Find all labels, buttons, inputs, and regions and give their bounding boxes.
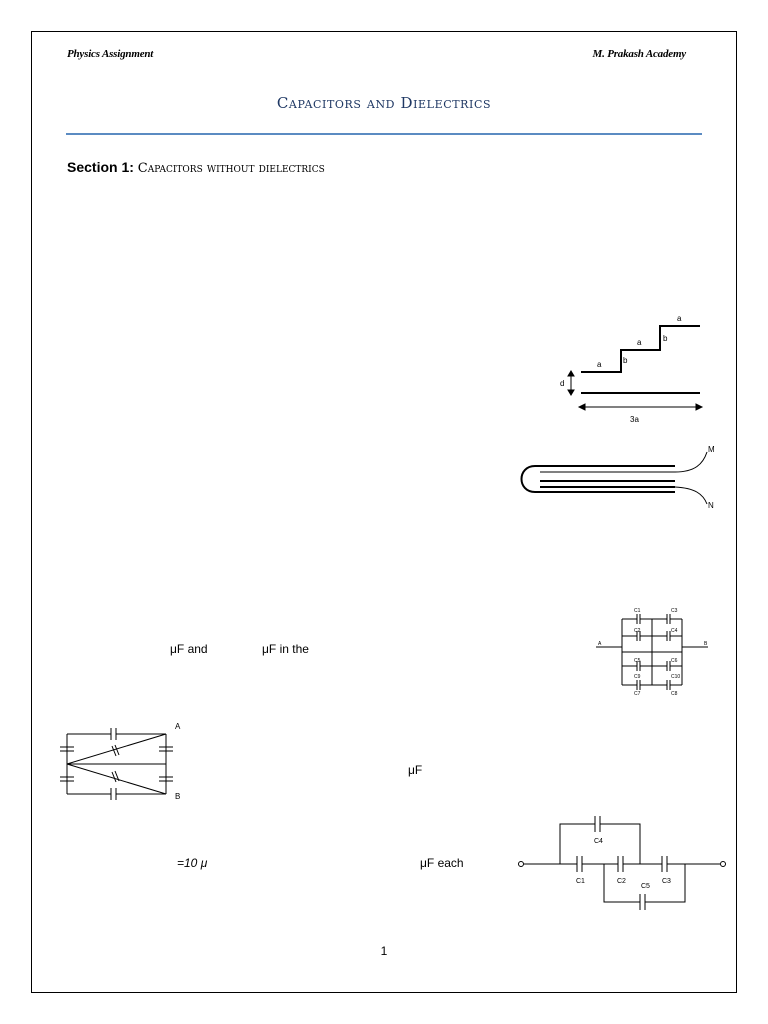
- chain-label-c3: C3: [662, 878, 671, 885]
- chain-label-c5: C5: [641, 883, 650, 890]
- plate-label-m: M: [708, 445, 715, 454]
- plate-label-n: N: [708, 501, 714, 510]
- capacitor-network-figure: [56, 720, 186, 805]
- page-number: 1: [380, 944, 388, 958]
- step-label-3a: 3a: [630, 415, 639, 424]
- grid-label-c9: C9: [634, 674, 641, 680]
- step-label-b2: b: [663, 334, 668, 343]
- folded-plates-figure: [515, 440, 725, 515]
- capacitor-chain-figure: [516, 810, 728, 915]
- section-label: Section 1:: [67, 159, 134, 175]
- chain-label-c1: C1: [576, 878, 585, 885]
- network-label-a: A: [175, 722, 181, 731]
- step-label-a3: a: [677, 314, 682, 323]
- header-right: M. Prakash Academy: [592, 48, 686, 60]
- section-heading: [67, 159, 325, 176]
- fragment-uf-in-the: μF in the: [262, 642, 309, 656]
- chain-label-c2: C2: [617, 878, 626, 885]
- step-label-a1: a: [597, 360, 602, 369]
- grid-label-c7: C7: [634, 691, 641, 697]
- fragment-uf-each: μF each: [420, 856, 464, 870]
- step-label-b1: b: [623, 356, 628, 365]
- fragment-uf: μF: [408, 763, 423, 777]
- header-left: Physics Assignment: [67, 48, 154, 60]
- section-title: Capacitors without dielectrics: [137, 161, 325, 176]
- capacitor-grid-figure: [596, 605, 716, 700]
- network-label-b: B: [175, 792, 181, 801]
- grid-label-c8: C8: [671, 691, 678, 697]
- grid-label-c3: C3: [671, 608, 678, 614]
- staircase-capacitor-figure: [550, 310, 710, 430]
- grid-label-c10: C10: [671, 674, 681, 680]
- chain-label-c4: C4: [594, 838, 603, 845]
- title-rule: [66, 133, 702, 135]
- grid-label-c5: C5: [634, 658, 641, 664]
- grid-label-b: B: [704, 641, 708, 647]
- grid-label-c6: C6: [671, 658, 678, 664]
- grid-label-c2: C2: [634, 628, 641, 634]
- grid-label-a: A: [598, 641, 602, 647]
- fragment-eq-10: =10 μ: [177, 856, 208, 870]
- step-label-d: d: [560, 379, 565, 388]
- grid-label-c4: C4: [671, 628, 678, 634]
- step-label-a2: a: [637, 338, 642, 347]
- grid-label-c1: C1: [634, 608, 641, 614]
- fragment-uf-and: μF and: [170, 642, 208, 656]
- page-title: Capacitors and Dielectrics: [276, 94, 492, 112]
